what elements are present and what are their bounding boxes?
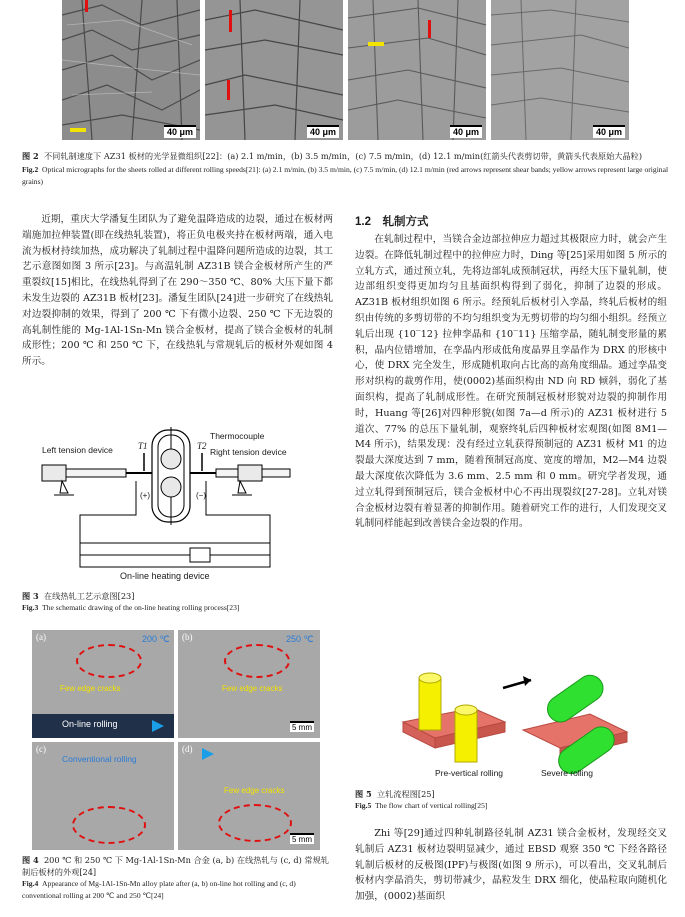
yellow-arrow-c xyxy=(368,42,384,46)
fig3-caption xyxy=(22,590,333,614)
label-heating-device: On-line heating device xyxy=(120,571,210,581)
fig5-caption-cn: 图 5 立轧流程图[25] xyxy=(355,789,435,799)
crack-ellipse-d xyxy=(218,804,292,842)
fig2-caption-en: Fig.2 Optical micrographs for the sheets rolled at different rolling speeds[21]: (a) 2.1 m/min, (b) 3.5 m/min, (c) 7.5 m/min, (d) 12.1 m/min (red arrows represent shear bands; yellow arrows represent large original grains) xyxy=(22,165,669,186)
scalebar-fig4-d: 5 mm xyxy=(292,835,312,844)
fig4-panel-a xyxy=(32,630,174,738)
right-paragraph-2: Zhi 等[29]通过四种轧制路径轧制 AZ31 镁合金板材，发现经交叉轧制后 AZ31 板材边裂明显减少，通过 EBSD 观察 350 ℃ 下经各路径轧制后板材的反极图(IPF)与极图(如图 9 所示)，可以看出，交叉轧制后板材内孪晶消失，剪切带减少，晶粒发生 DRX 细化，使晶粒取向随机化加强，(0002)基面织 xyxy=(355,828,667,903)
crack-ellipse-c xyxy=(72,806,146,844)
micrograph-c xyxy=(348,0,486,140)
fig3-caption-cn: 图 3 在线热轧工艺示意图[23] xyxy=(22,591,135,601)
label-plus: (+) xyxy=(140,491,150,500)
fig4-caption xyxy=(22,854,333,902)
fig2-caption-cn: 图 2 不同轧制速度下 AZ31 板材的光学显微组织[22]：(a) 2.1 m/min，(b) 3.5 m/min，(c) 7.5 m/min，(d) 12.1 m/min(红箭头代表剪切带，黄箭头代表原始大晶粒) xyxy=(22,151,643,161)
fig4-caption-en: Fig.4 Appearance of Mg-1Al-1Sn-Mn alloy plate after (a, b) on-line hot rolling and (c, d) conventional rolling at 200 ℃ and 250 ℃[24] xyxy=(22,879,296,900)
left-paragraph: 近期，重庆大学潘复生团队为了避免温降造成的边裂，通过在板材两端施加拉伸装置(即在线热轧装置)，将正负电极夹持在板材两端，通入电流为板材持续加热，成功解决了轧制过程中温降问题所造成的边裂，其工艺示意图如图 3 所示[23]。与高温轧制 AZ31B 镁合金板材所产生的严重裂纹[15]相比，在线热轧得到了在 290～350 ℃、80% 大压下量下都未发生边裂的 AZ31B 板材[23]。潘复生团队[24]进一步研究了在线热轧对边裂抑制的效果，得到了 200 ℃ 下有微小边裂、250 ℃ 下无边裂的高轧制性能的 Mg-1Al-1Sn-Mn 镁合金板材，提高了镁合金板材的轧制成形性；200 ℃ 和 250 ℃ 下，在线热轧与常规轧后的板材外观如图 4 所示。 xyxy=(22,214,333,368)
fig3-caption-en: Fig.3 The schematic drawing of the on-line heating rolling process[23] xyxy=(22,603,240,612)
scalebar-d: 40 μm xyxy=(593,125,625,138)
panel-label-d: (d) xyxy=(182,744,193,754)
rolling-arrow-d xyxy=(202,748,214,760)
rolling-label-c: Conventional rolling xyxy=(62,754,137,764)
panel-label-a: (a) xyxy=(36,632,46,642)
crack-ellipse-b xyxy=(224,644,290,678)
fig4-panel-c xyxy=(32,742,174,850)
crack-label-a: Few edge cracks xyxy=(60,684,121,693)
temp-label-a: 200 ℃ xyxy=(142,634,170,644)
red-arrow-b1 xyxy=(229,10,232,32)
label-t2: T2 xyxy=(197,441,207,451)
micrograph-b xyxy=(205,0,343,140)
right-paragraph: 在轧制过程中，当镁合金边部拉伸应力超过其极限应力时，就会产生边裂。在降低轧制过程中的拉伸应力时，Ding 等[25]采用如图 5 所示的立轧方式，通过预立轧，先将边部轧成预制冠状，再经大压下量轧制，使边部组织变得更加均匀且基面织构得到了弱化，抑制了边裂的形成。AZ31B 板材组织如图 6 所示。经预轧后板材引入孪晶，终轧后板材的组织由传统的多剪切带的不均匀组织变为无剪切带的均匀细小组织。经预立轧后出现 {10‾12} 拉伸孪晶和 {10‾11} 压缩孪晶，随轧制变形量的累积，晶内位错增加，在孪晶内形成低角度晶界且孪晶作为 DRX 的形核中心，使 DRX 完全发生，形成随机取向占比高的高角度细晶。通过孪晶变形对织构的裁剪作用，使(0002)基面织构由 ND 向 RD 倾斜，弱化了基面织构，提高了轧制成形性。在研究预制冠板材形貌对边裂的抑制作用时，Huang 等[26]对四种形貌(如图 7a—d 所示)的 AZ31 板材进行 5 道次、77% 的总压下量轧制，观察终轧后四种板材宏观图(如图 8M1—M4 所示)，结果发现：没有经过立轧获得预制冠的 AZ31 板材 M1 的边裂最大深度达到 7 mm，随着预制冠高度、宽度的增加，M2—M4 边裂最大深度依次降低为 3.6 mm、2.5 mm 和 0 mm。研究学者发现，通过立轧得到预制冠后，镁合金板材中心不再出现裂纹[27-28]。立轧对镁合金板材边裂有着显著的抑制作用。随着研究工作的进行，人们发现交叉轧制同样能起到改善镁合金边裂的作用。 xyxy=(355,234,667,530)
label-minus: (−) xyxy=(196,491,206,500)
label-thermocouple: Thermocouple xyxy=(210,431,265,441)
micrograph-d xyxy=(491,0,629,140)
micrograph-texture-b xyxy=(205,0,343,140)
label-pre-vertical: Pre-vertical rolling xyxy=(435,768,504,778)
fig4-panel-b xyxy=(178,630,320,738)
fig5-caption-en: Fig.5 The flow chart of vertical rolling[25] xyxy=(355,801,488,810)
fig5-diagram xyxy=(395,650,635,785)
micrograph-texture-d xyxy=(491,0,629,140)
red-arrow-b2 xyxy=(227,80,230,100)
label-right-tension: Right tension device xyxy=(210,447,287,457)
section-heading: 1.2 轧制方式 xyxy=(355,216,429,228)
fig2-caption xyxy=(22,150,672,188)
temp-label-b: 250 ℃ xyxy=(286,634,314,644)
fig5-caption xyxy=(355,788,667,812)
crack-label-b: Few edge cracks xyxy=(222,684,283,693)
red-arrow-c xyxy=(428,20,431,38)
crack-ellipse-a xyxy=(76,644,142,678)
scalebar-c: 40 μm xyxy=(450,125,482,138)
crack-label-d: Few edge cracks xyxy=(224,786,285,795)
micrograph-texture-c xyxy=(348,0,486,140)
scalebar-a-wrap xyxy=(62,0,200,140)
label-t1: T1 xyxy=(138,441,148,451)
panel-label-b: (b) xyxy=(182,632,193,642)
scalebar-fig4-b: 5 mm xyxy=(292,723,312,732)
fig4-caption-cn: 图 4 200 ℃ 和 250 ℃ 下 Mg-1Al-1Sn-Mn 合金 (a, b) 在线热轧与 (c, d) 常规轧制后板材的外观[24] xyxy=(22,855,329,877)
fig5-drawing xyxy=(395,650,635,785)
scalebar-a: 40 μm xyxy=(164,125,196,138)
fig4-panel-d xyxy=(178,742,320,850)
label-left-tension: Left tension device xyxy=(42,445,113,455)
label-severe: Severe rolling xyxy=(541,768,593,778)
scalebar-b: 40 μm xyxy=(307,125,339,138)
rolling-label-a: On-line rolling xyxy=(62,719,118,729)
panel-label-c: (c) xyxy=(36,744,46,754)
fig3-schematic xyxy=(40,425,310,595)
rolling-arrow-a xyxy=(152,720,164,732)
